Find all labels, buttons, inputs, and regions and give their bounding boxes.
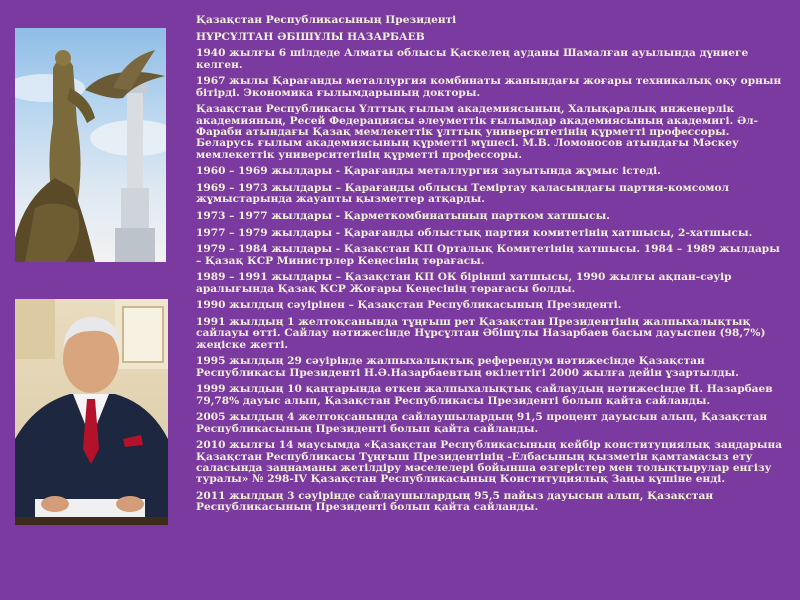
paragraph-text: 2011 жылдың 3 сәуірінде сайлаушылардың 95,5 пайыз дауысын алып, Қазақстан Республикасының Президенті болып қайта сайланды. [196, 490, 714, 514]
biography-paragraph [196, 166, 788, 177]
paragraph-text: 1977 – 1979 жылдары - Қарағанды облыстық партия комитетінің хатшысы, 2-хатшысы. [196, 226, 753, 239]
paragraph-text: 2005 жылдың 4 желтоқсанында сайлаушылардың 91,5 процент дауысын алып, Қазақстан Республикасының Президенті болып қайта сайланды. [196, 411, 768, 435]
monument-photo [15, 28, 166, 262]
biography-paragraph [196, 76, 788, 99]
paragraph-text: 1969 – 1973 жылдары – Қарағанды облысы Теміртау қаласындағы партия-комсомол жұмыстарында жауапты қызметтер атқарды. [196, 182, 729, 206]
paragraph-text: 1979 – 1984 жылдары - Қазақстан КП Орталық Комитетінің хатшысы. 1984 – 1989 жылдары – Қазақ КСР Министрлер Кеңесінің төрағасы. [196, 243, 780, 267]
biography-paragraph [196, 183, 788, 206]
biography-paragraph [196, 228, 788, 239]
paragraph-text: 1960 – 1969 жылдары - Қарағанды металлургия зауытында жұмыс істеді. [196, 165, 661, 178]
paragraph-text: 1995 жылдың 29 сәуірінде жалпыхалықтық референдум нәтижесінде Қазақстан Республикасы Президенті Н.Ә.Назарбаевтың өкілеттігі 2000 жылға дейін ұзартылды. [196, 355, 739, 379]
biography-paragraph [196, 412, 788, 435]
paragraph-text: Қазақстан Республикасы Ұлттық ғылым академиясының, Халықаралық инженерлік академияның, Ресей Федерациясы әлеуметтік ғылымдар академиясының академигі. Әл-Фараби атындағы Қазақ мемлекеттік ұлттық университетінің құрметті профессоры. Беларусь ғылым академиясының құрметті мүшесі. М.В. Ломоносов атындағы Мәскеу мемлекеттік университетінің құрметті профессоры. [196, 103, 759, 161]
paragraph-text: 2010 жылғы 14 маусымда «Қазақстан Республикасының кейбір конституциялық заңдарына Қазақстан Республикасы Тұңғыш Президентінің -Елбасының қызметін қамтамасыз ету саласында заңнаманы жетілдіру мәселелері бойынша өзгерістер мен толықтырулар енгізу туралы» № 298-IV Қазақстан Республикасының Конституциялық Заңы күшіне енді. [196, 439, 783, 486]
biography-paragraph [196, 300, 788, 311]
paragraph-text: 1989 – 1991 жылдары – Қазақстан КП ОК бірінші хатшысы, 1990 жылғы ақпан-сәуір аралығында Қазақ КСР Жоғары Кеңесінің төрағасы болды. [196, 271, 732, 295]
biography-paragraph [196, 104, 788, 161]
paragraph-text: 1967 жылы Қарағанды металлургия комбинаты жанындағы жоғары техникалық оқу орнын бітірді. Экономика ғылымдарының докторы. [196, 75, 782, 99]
biography-paragraph [196, 356, 788, 379]
biography-paragraph [196, 211, 788, 222]
paragraph-text: 1991 жылдың 1 желтоқсанында тұңғыш рет Қазақстан Президентінің жалпыхалықтық сайлауы өтті. Сайлау нәтижесінде Нұрсұлтан Әбішұлы Назарбаев басым дауыспен (98,7%) жеңіске жетті. [196, 315, 766, 351]
biography-paragraph [196, 491, 788, 514]
paragraph-text: НҰРСҰЛТАН ӘБІШҰЛЫ НАЗАРБАЕВ [196, 30, 425, 43]
portrait-photo [15, 299, 168, 525]
paragraph-text: 1990 жылдың сәуірінен – Қазақстан Республикасының Президенті. [196, 299, 622, 312]
biography-text [196, 15, 788, 519]
paragraph-text: 1999 жылдың 10 қаңтарында өткен жалпыхалықтық сайлаудың нәтижесінде Н. Назарбаев 79,78% дауыс алып, Қазақстан Республикасы Президенті болып қайта сайланды. [196, 383, 773, 407]
biography-paragraph [196, 440, 788, 486]
biography-paragraph [196, 272, 788, 295]
slide-title [196, 15, 788, 26]
portrait-illustration [15, 299, 168, 525]
biography-paragraph [196, 317, 788, 351]
paragraph-text: Қазақстан Республикасының Президенті [196, 14, 457, 26]
monument-illustration [15, 28, 166, 262]
biography-paragraph [196, 48, 788, 71]
biography-paragraph [196, 384, 788, 407]
president-name [196, 32, 788, 43]
paragraph-text: 1940 жылғы 6 шілдеде Алматы облысы Қаскелең ауданы Шамалған ауылында дүниеге келген. [196, 47, 749, 71]
paragraph-text: 1973 – 1977 жылдары - Қарметкомбинатының партком хатшысы. [196, 210, 610, 222]
biography-paragraph [196, 244, 788, 267]
